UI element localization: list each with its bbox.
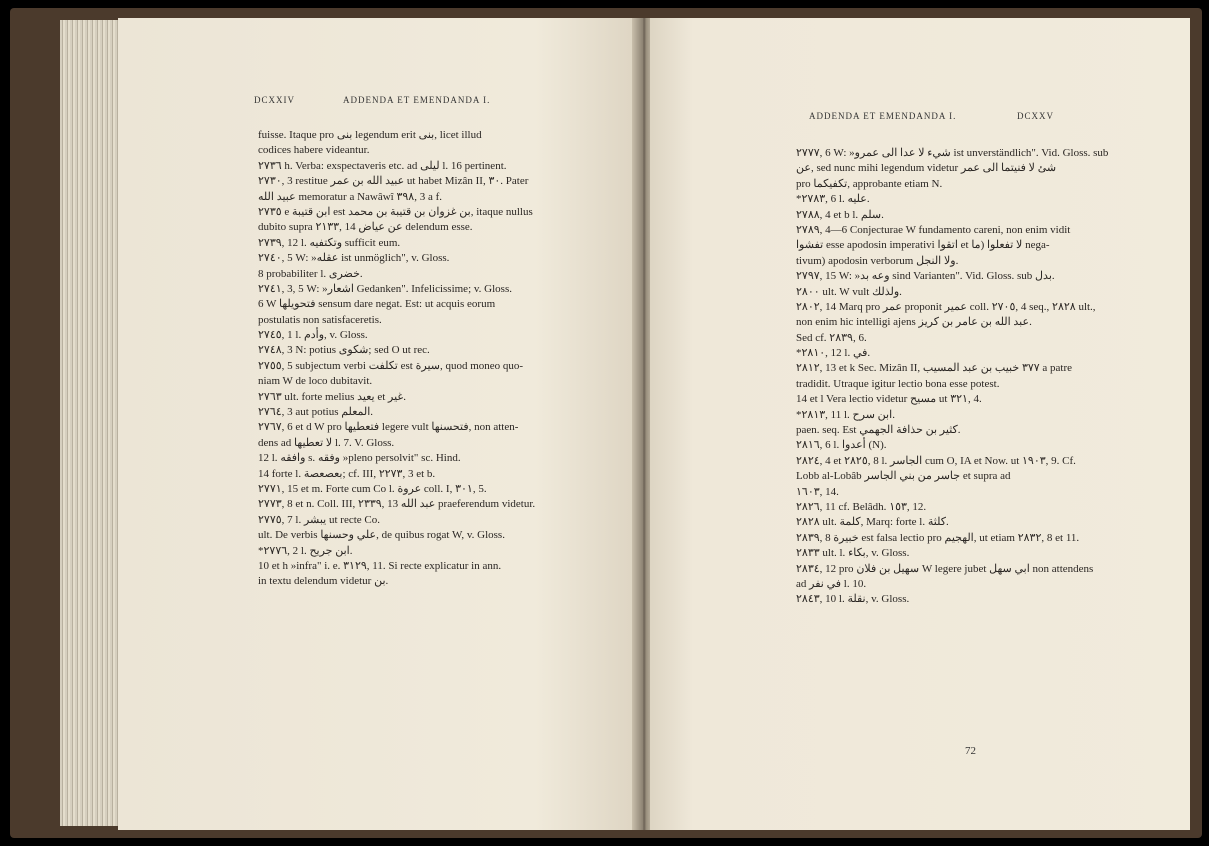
text-line: تفشوا esse apodosin imperativi اتقوا et لا تفعلوا (ما nega- [796, 239, 1050, 252]
text-line: ٢٨٢٦, 11 cf. Belâdh. ١٥٣, 12. [796, 500, 927, 513]
text-line: paen. seq. Est كثير بن حذافة الجهمي. [796, 424, 961, 437]
text-line: Lobb al-Lobâb جاسر من بني الجاسر et supra ad [796, 470, 1011, 483]
text-line: codices habere videantur. [258, 144, 370, 157]
text-line: ٢٧٣٥ e ابن قتيبة est بن غزوان بن قتيبة بن محمد, itaque nullus [258, 205, 533, 218]
text-line: 14 forte l. بعصعصة; cf. III, ٢٢٧٣, 3 et b. [258, 467, 436, 480]
text-line: ٢٧٣٠, 3 restitue عبيد الله بن عمر ut habet Mizân II, ٣٠. Pater [258, 175, 529, 188]
text-line: ٢٧٤٥, 1 l. وأدم, v. Gloss. [258, 329, 368, 342]
right-text-block [796, 146, 1108, 608]
text-line: fuisse. Itaque pro بنى legendum erit بنى, licet illud [258, 129, 482, 141]
text-line: ١٦٠٣, 14. [796, 485, 839, 498]
text-line: *٢٧٧٦, 2 l. ابن جريح. [258, 544, 353, 557]
text-line: dubito supra ٢١٣٣, 14 عن عياض delendum esse. [258, 221, 473, 234]
text-line: ٢٧٣٦ h. Verba: exspectaveris etc. ad ليلى l. 16 pertinent. [258, 159, 507, 172]
right-page [650, 18, 1190, 830]
text-line: ٢٨٤٣, 10 l. نقلة, v. Gloss. [796, 593, 910, 606]
page-number: 72 [965, 745, 976, 757]
text-line: عبيد الله memoratur a Nawâwî ٣٩٨, 3 a f. [258, 190, 443, 203]
text-line: tradidit. Utraque igitur lectio bona esse potest. [796, 377, 1000, 390]
text-line: tivum) apodosin verborum ولا النجل. [796, 254, 959, 267]
left-page [118, 18, 640, 830]
text-line: ٢٧٨٩, 4—6 Conjecturae W fundamento careni, non enim vidit [796, 223, 1071, 236]
text-line: ٢٨٣٣ ult. l. بكاء, v. Gloss. [796, 547, 910, 560]
right-running-head: ADDENDA ET EMENDANDA I. [809, 111, 957, 121]
text-line: ٢٧٣٩, 12 l. وتكتفيه sufficit eum. [258, 236, 401, 249]
text-line: ٢٨١٢, 13 et k Sec. Mizân II, ٣٧٧ خبيب بن عبد المسيب a patre [796, 362, 1073, 375]
text-line: ٢٧٨٨, 4 et b l. سلم. [796, 208, 884, 221]
text-line: ٢٧٥٥, 5 subjectum verbi تكلفت est سيرة, quod moneo quo- [258, 359, 524, 372]
text-line: ٢٨٣٩, 8 خبيرة est falsa lectio pro الهجيم, ut etiam ٢٨٣٢, 8 et 11. [796, 531, 1080, 544]
text-line: ٢٧٤٠, 5 W: »عقله ist unmöglich", v. Gloss. [258, 252, 450, 265]
text-line: ٢٨٠٠ ult. W vult ولذلك. [796, 285, 902, 298]
text-line: ٢٨٢٨ ult. كلمة, Marq: forte l. كلثة. [796, 516, 949, 529]
text-line: عن, sed nunc mihi legendum videtur شئ لا فنيتما الى عمر [796, 162, 1057, 175]
text-line: 14 et l Vera lectio videtur مسيح ut ٣٢١, 4. [796, 393, 982, 406]
text-line: pro تكفيكما, approbante etiam N. [796, 177, 943, 190]
text-line: ٢٧٩٧, 15 W: »وعه بد sind Varianten". Vid. Gloss. sub بدل. [796, 270, 1055, 283]
text-line: ٢٧٧٥, 7 l. يبشر ut recte Co. [258, 513, 380, 526]
text-line: 8 probabiliter l. خضرى. [258, 267, 363, 280]
text-line: ٢٨١٦, 6 l. أعدوا (N). [796, 439, 887, 452]
text-line: ٢٧٧٣, 8 et n. Coll. III, ٢٣٣٩, 13 عبد الله praeferendum videtur. [258, 498, 536, 511]
text-line: ٢٨٠٢, 14 Marq pro عمر proponit عمير coll. ٢٧٠٥, 4 seq., ٢٨٢٨ ult., [796, 300, 1096, 313]
text-line: ad في نفر l. 10. [796, 577, 867, 590]
text-line: ult. De verbis علي وحسنها, de quibus rogat W, v. Gloss. [258, 529, 505, 542]
left-text-block [258, 128, 535, 590]
text-line: in textu delendum videtur بن. [258, 575, 389, 588]
text-line: niam W de loco dubitavit. [258, 375, 373, 388]
right-folio: DCXXV [1017, 111, 1055, 121]
left-running-head: ADDENDA ET EMENDANDA I. [343, 95, 491, 105]
text-line: 6 W فتحويلها sensum dare negat. Est: ut acquis eorum [258, 298, 496, 311]
text-line: ٢٨٣٤, 12 pro سهيل بن فلان W legere jubet ابي سهل non attendens [796, 562, 1094, 575]
text-line: *٢٧٨٣, 6 l. عليه. [796, 193, 870, 206]
text-line: ٢٧٤٨, 3 N: potius شكوى; sed O ut rec. [258, 344, 430, 357]
text-line: ٢٨٢٤, 4 et ٢٨٢٥, 8 l. الجاسر cum O, IA et Now. ut ١٩٠٣, 9. Cf. [796, 454, 1076, 467]
text-line: non enim hic intelligi ajens عبد الله بن عامر بن كريز. [796, 316, 1032, 329]
text-line: ٢٧٦٤, 3 aut potius المعلم. [258, 406, 374, 419]
text-line: ٢٧٧٧, 6 W: »شيء لا عدا الى عمرو ist unverständlich". Vid. Gloss. sub [796, 147, 1109, 159]
text-line: dens ad لا تعطيها l. 7. V. Gloss. [258, 436, 395, 449]
text-line: ٢٧٤١, 3, 5 W: »اشعار Gedanken". Infelicissime; v. Gloss. [258, 282, 512, 295]
text-line: Sed cf. ٢٨٣٩, 6. [796, 331, 867, 344]
text-line: 10 et h »infra" i. e. ٣١٢٩, 11. Si recte explicatur in ann. [258, 559, 502, 572]
text-line: ٢٧٦٧, 6 et d W pro فتعطيها legere vult فتحسنها, non atten- [258, 421, 519, 434]
text-line: ٢٧٧١, 15 et m. Forte cum Co l. عروة coll. I, ٣٠١, 5. [258, 482, 487, 495]
left-folio: DCXXIV [254, 95, 295, 105]
text-line: *٢٨١٠, 12 l. في. [796, 347, 871, 360]
text-line: ٢٧٦٣ ult. forte melius يعيد et غير. [258, 390, 406, 403]
text-line: postulatis non satisfaceretis. [258, 313, 382, 326]
text-line: 12 l. وافقه s. وفقه »pleno persolvit" sc. Hind. [258, 452, 461, 465]
text-line: *٢٨١٣, 11 l. ابن سرح. [796, 408, 895, 421]
